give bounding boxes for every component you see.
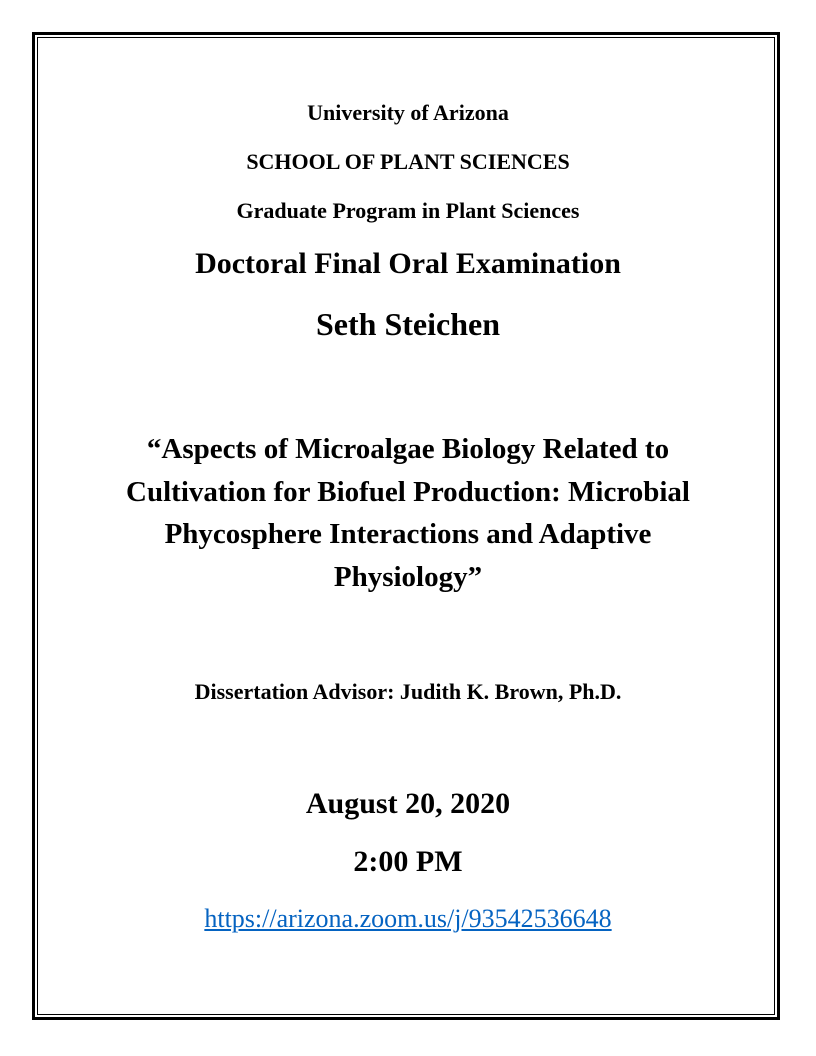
university-name: University of Arizona (307, 100, 509, 125)
zoom-link-container (60, 903, 756, 935)
dissertation-title-line-4: Physiology” (333, 560, 483, 593)
program-name: Graduate Program in Plant Sciences (236, 198, 580, 223)
exam-time: 2:00 PM (353, 845, 463, 878)
dissertation-title-line-2: Cultivation for Biofuel Production: Microbial (126, 475, 690, 508)
exam-title: Doctoral Final Oral Examination (195, 247, 621, 280)
zoom-link[interactable]: https://arizona.zoom.us/j/93542536648 (204, 904, 612, 933)
dissertation-title (70, 428, 746, 598)
dissertation-title-line-3: Phycosphere Interactions and Adaptive (164, 518, 652, 550)
dissertation-title-line-1: “Aspects of Microalgae Biology Related to (146, 433, 670, 465)
dissertation-advisor: Dissertation Advisor: Judith K. Brown, Ph.D. (194, 679, 622, 704)
exam-date: August 20, 2020 (305, 787, 511, 820)
school-name: SCHOOL OF PLANT SCIENCES (246, 149, 570, 174)
candidate-name: Seth Steichen (316, 306, 500, 342)
